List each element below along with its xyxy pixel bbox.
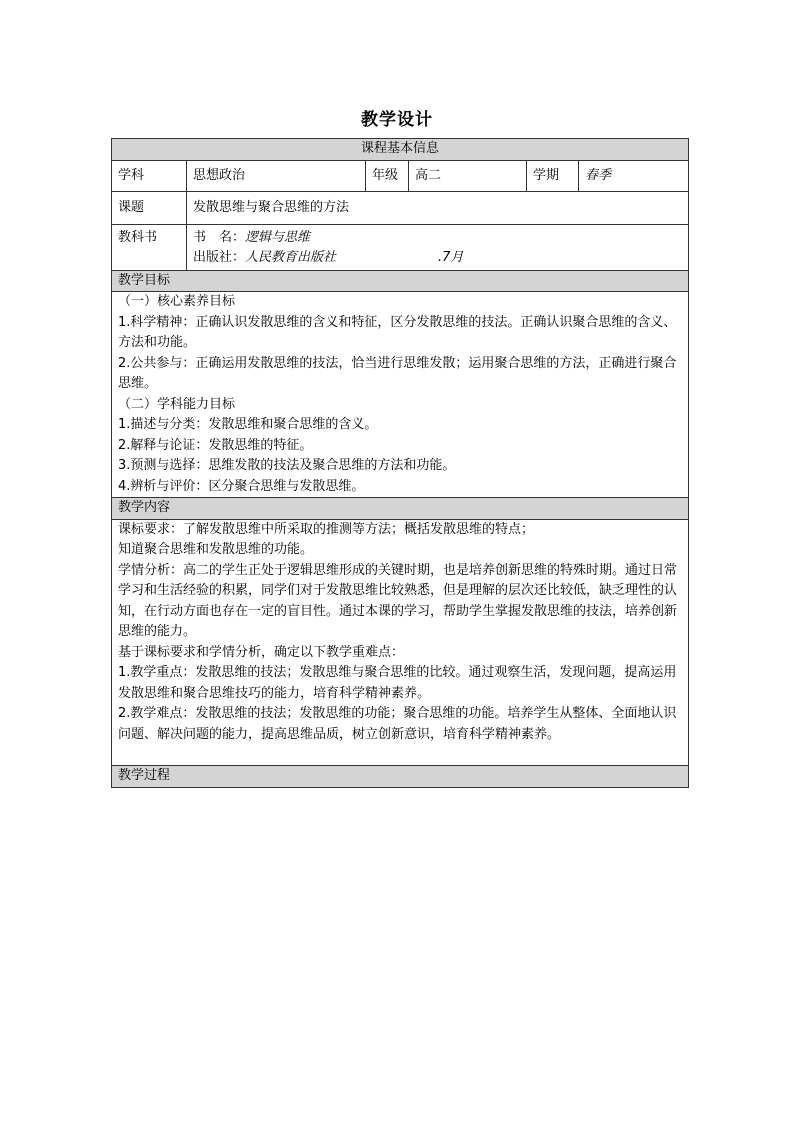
objectives-line: 2.解释与论证：发散思维的特征。 [118,437,313,453]
objectives-body [112,292,689,498]
objectives-line: 4.辨析与评价：区分聚合思维与发散思维。 [118,478,365,494]
topic-value: 发散思维与聚合思维的方法 [187,191,689,224]
content-line: 基于课标要求和学情分析，确定以下教学重难点： [118,644,405,660]
process-header-row [112,766,689,788]
lesson-plan-table [111,138,689,788]
book-name-label: 书 名： [193,229,246,245]
term-label: 学期 [527,160,579,191]
publish-date: .7月 [438,250,464,265]
objectives-header-row [112,270,689,292]
textbook-label: 教科书 [112,224,187,270]
objectives-line: 2.公共参与：正确运用发散思维的技法，恰当进行思维发散；运用聚合思维的方法，正确进行聚合思维。 [118,355,677,391]
subject-value: 思想政治 [187,160,366,191]
content-blank-line [118,745,682,765]
textbook-row [112,224,689,270]
content-line: 知道聚合思维和发散思维的功能。 [118,542,314,557]
objectives-line: （一）核心素养目标 [118,294,236,309]
objectives-line: （二）学科能力目标 [118,396,236,412]
topic-row [112,191,689,224]
objectives-line: 1.描述与分类：发散思维和聚合思维的含义。 [118,417,378,432]
term-value: 春季 [579,160,689,191]
content-line: 课标要求：了解发散思维中所采取的推测等方法；概括发散思维的特点； [118,521,535,537]
publisher-value: 人民教育出版社 [245,250,337,265]
content-line: 1.教学重点：发散思维的技法；发散思维与聚合思维的比较。通过观察生活，发现问题，提高运用发散思维和聚合思维技巧的能力，培育科学精神素养。 [118,665,677,701]
content-header-row [112,498,689,520]
publisher-label: 出版社： [193,250,246,265]
topic-label: 课题 [112,191,187,224]
objectives-body-row [112,292,689,498]
subject-label: 学科 [112,160,187,191]
document-title: 教学设计 [361,110,433,130]
content-header: 教学内容 [112,498,689,520]
basic-info-header: 课程基本信息 [112,139,689,161]
objectives-header: 教学目标 [112,270,689,292]
textbook-info [187,224,689,270]
content-body-row [112,519,689,766]
content-line: 学情分析：高二的学生正处于逻辑思维形成的关键时期，也是培养创新思维的特殊时期。通过日常学习和生活经验的积累，同学们对于发散思维比较熟悉，但是理解的层次还比较低，缺乏理性的认知，在行动方面也存在一定的盲目性。通过本课的学习，帮助学生掌握发散思维的技法，培养创新思维的能力。 [118,562,678,639]
basic-info-header-row [112,139,689,161]
subject-row [112,160,689,191]
grade-label: 年级 [366,160,409,191]
process-header: 教学过程 [112,766,689,788]
book-name-value: 逻辑与思维 [245,229,311,245]
book-name-line [193,228,682,249]
grade-value: 高二 [409,160,527,191]
content-line: 2.教学难点：发散思维的技法；发散思维的功能；聚合思维的功能。培养学生从整体、全面地认识问题、解决问题的能力，提高思维品质，树立创新意识，培育科学精神素养。 [118,706,677,742]
publisher-line [193,248,682,269]
objectives-line: 1.科学精神：正确认识发散思维的含义和特征，区分发散思维的技法。正确认识聚合思维的含义、方法和功能。 [118,314,677,350]
content-body [112,519,689,766]
objectives-line: 3.预测与选择：思维发散的技法及聚合思维的方法和功能。 [118,458,456,473]
